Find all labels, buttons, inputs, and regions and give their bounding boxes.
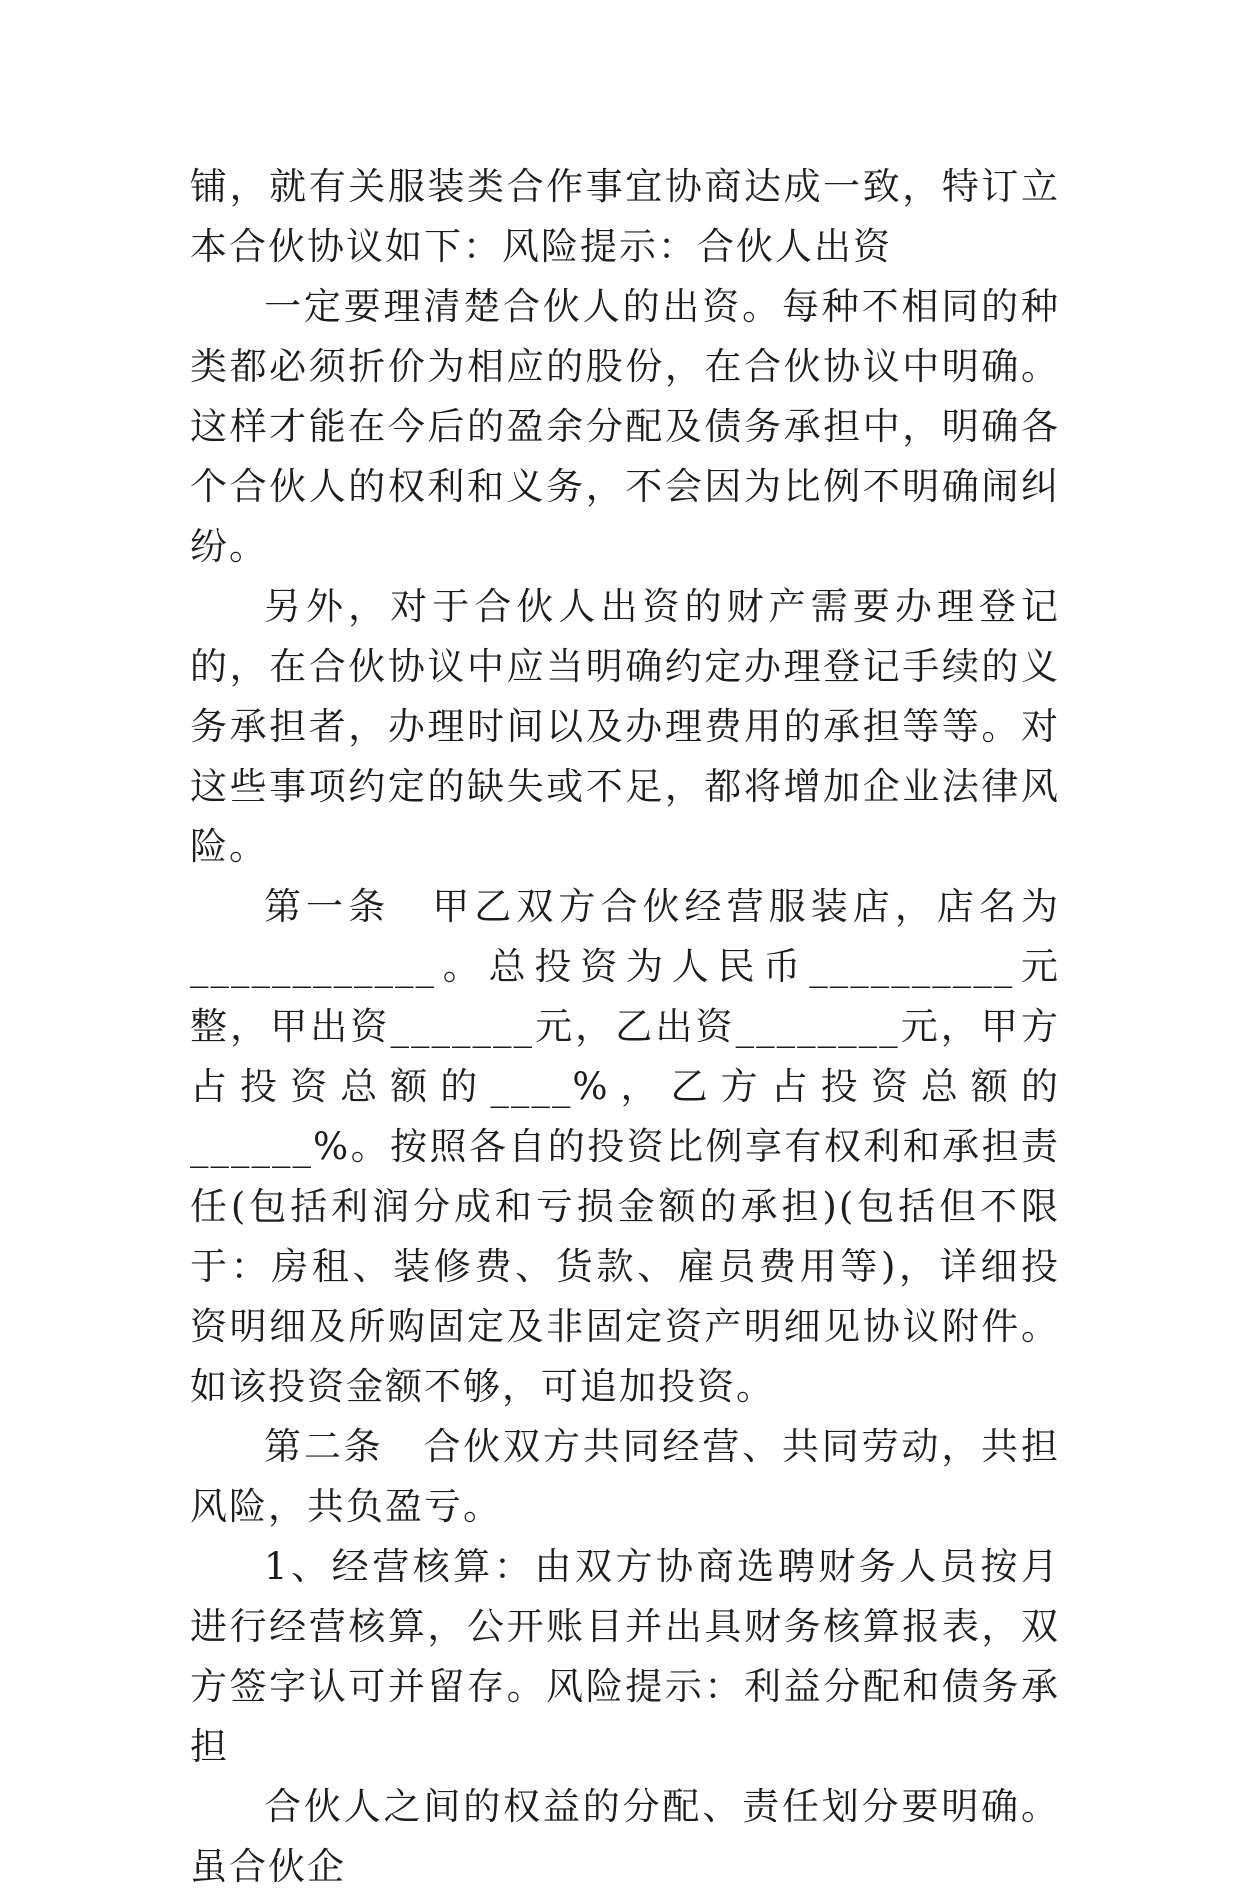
paragraph-article-two: 第二条 合伙双方共同经营、共同劳动，共担风险，共负盈亏。 — [190, 1425, 1060, 1528]
paragraph-accounting: 1、经营核算：由双方协商选聘财务人员按月进行经营核算，公开账目并出具财务核算报表，双方签字认可并留存。风险提示：利益分配和债务承担 — [190, 1545, 1060, 1768]
paragraph-registration: 另外，对于合伙人出资的财产需要办理登记的，在合伙协议中应当明确约定办理登记手续的义务承担者，办理时间以及办理费用的承担等等。对这些事项约定的缺失或不足，都将增加企业法律风险。 — [190, 585, 1060, 868]
document-body — [190, 157, 1060, 1897]
paragraph-article-one: 第一条 甲乙双方合伙经营服装店，店名为____________。总投资为人民币__________元整，甲出资_______元，乙出资________元，甲方占投资总额的____%，乙方占投资总额的______%。按照各自的投资比例享有权利和承担责任(包括利润分成和亏损金额的承担)(包括但不限于：房租、装修费、货款、雇员费用等)，详细投资明细及所购固定及非固定资产明细见协议附件。如该投资金额不够，可追加投资。 — [190, 885, 1060, 1408]
paragraph-continued-intro: 铺，就有关服装类合作事宜协商达成一致，特订立本合伙协议如下：风险提示：合伙人出资 — [190, 165, 1060, 268]
paragraph-capital-contribution: 一定要理清楚合伙人的出资。每种不相同的种类都必须折价为相应的股份，在合伙协议中明确。这样才能在今后的盈余分配及债务承担中，明确各个合伙人的权利和义务，不会因为比例不明确闹纠纷。 — [190, 285, 1060, 568]
paragraph-profit-distribution: 合伙人之间的权益的分配、责任划分要明确。虽合伙企 — [190, 1785, 1060, 1888]
